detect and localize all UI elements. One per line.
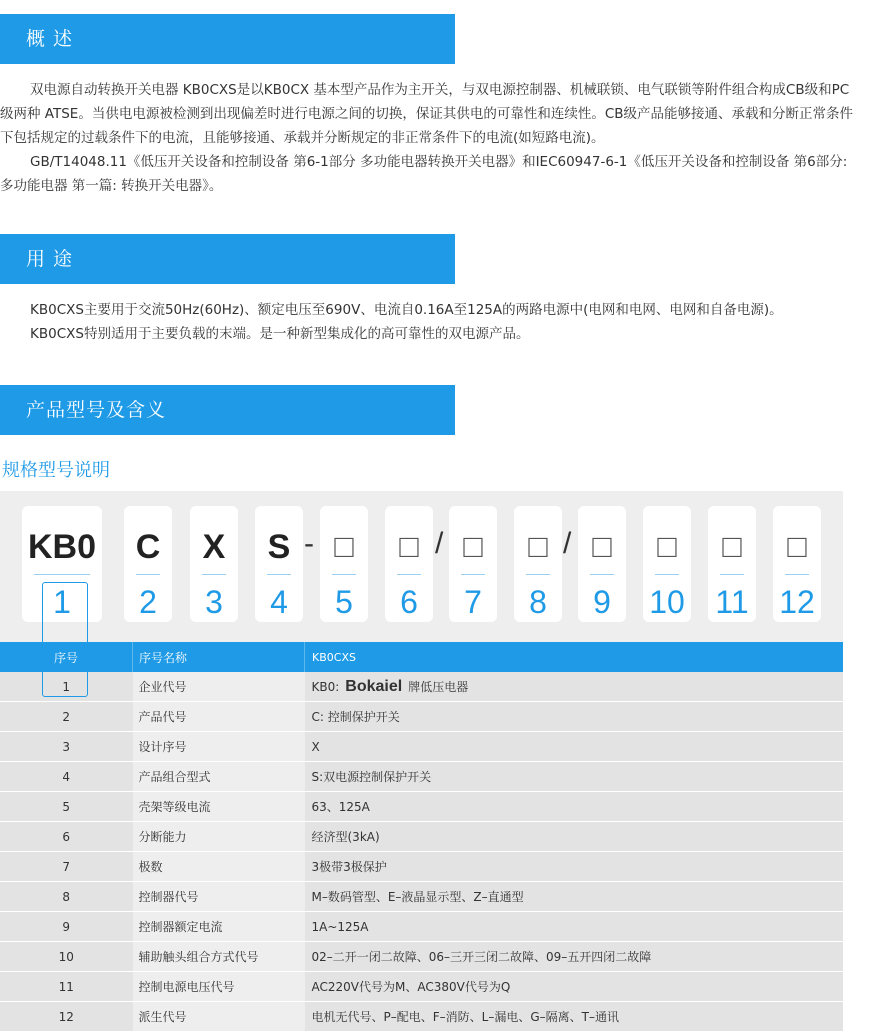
row-desc: 电机无代号、P–配电、F–消防、L–漏电、G–隔离、T–通讯 <box>305 1002 844 1032</box>
table-row <box>0 912 843 942</box>
row-desc: 经济型(3kA) <box>305 822 844 852</box>
model-card-6 <box>385 506 433 622</box>
model-card-7 <box>449 506 497 622</box>
table-row <box>0 702 843 732</box>
model-separator-slash: / <box>563 527 572 560</box>
usage-paragraph-1: KB0CXS主要用于交流50Hz(60Hz)、额定电压至690V、电流自0.16A至125A的两路电源中(电网和电网、电网和自备电源)。 <box>30 302 783 318</box>
row-no: 4 <box>0 762 133 792</box>
model-code: □ <box>592 528 612 564</box>
section-banner-usage <box>0 234 455 284</box>
header-model: KB0CXS <box>305 642 844 672</box>
model-code: □ <box>399 528 419 564</box>
table-row <box>0 792 843 822</box>
spec-heading: 规格型号说明 <box>2 460 110 481</box>
section-banner-model <box>0 385 455 435</box>
model-separator-slash: / <box>435 527 444 560</box>
usage-paragraph-2: KB0CXS特别适用于主要负载的末端。是一种新型集成化的高可靠性的双电源产品。 <box>30 326 530 342</box>
row-desc: M–数码管型、E–液晶显示型、Z–直通型 <box>305 882 844 912</box>
row-desc: 1A~125A <box>305 912 844 942</box>
table-row <box>0 762 843 792</box>
spec-table <box>0 642 843 1032</box>
model-number: 7 <box>464 584 482 620</box>
model-underline <box>655 574 679 575</box>
table-row <box>0 732 843 762</box>
table-row <box>0 942 843 972</box>
model-card-10 <box>643 506 691 622</box>
row-no: 7 <box>0 852 133 882</box>
model-underline <box>397 574 421 575</box>
model-card-12 <box>773 506 821 622</box>
section-banner-overview <box>0 14 455 64</box>
row-no: 6 <box>0 822 133 852</box>
header-name: 序号名称 <box>133 642 305 672</box>
table-row <box>0 852 843 882</box>
model-underline <box>461 574 485 575</box>
row-name: 极数 <box>133 852 305 882</box>
model-underline <box>785 574 809 575</box>
row-desc: X <box>305 732 844 762</box>
model-underline <box>720 574 744 575</box>
overview-text <box>0 78 860 198</box>
model-underline <box>34 574 90 575</box>
row-desc: S:双电源控制保护开关 <box>305 762 844 792</box>
model-number: 9 <box>593 584 611 620</box>
model-number: 12 <box>779 584 815 620</box>
model-code: C <box>135 528 161 566</box>
row-name: 控制器额定电流 <box>133 912 305 942</box>
model-card-8 <box>514 506 562 622</box>
row-no: 12 <box>0 1002 133 1032</box>
section-title-model: 产品型号及含义 <box>26 399 167 421</box>
model-number: 6 <box>400 584 418 620</box>
row-name: 产品组合型式 <box>133 762 305 792</box>
section-title-usage: 用 途 <box>26 248 74 270</box>
model-code: □ <box>657 528 677 564</box>
model-code: X <box>202 528 226 566</box>
model-number: 4 <box>270 584 288 620</box>
row-no: 11 <box>0 972 133 1002</box>
row-name: 设计序号 <box>133 732 305 762</box>
model-underline <box>590 574 614 575</box>
model-code: □ <box>787 528 807 564</box>
model-number: 10 <box>649 584 685 620</box>
row-desc: 3极带3极保护 <box>305 852 844 882</box>
row-desc: 02–二开一闭二故障、06–三开三闭二故障、09–五开四闭二故障 <box>305 942 844 972</box>
table-row <box>0 672 843 702</box>
row-name: 产品代号 <box>133 702 305 732</box>
table-row <box>0 972 843 1002</box>
model-number: 5 <box>335 584 353 620</box>
model-code-panel <box>0 491 843 642</box>
model-card-9 <box>578 506 626 622</box>
row-name: 派生代号 <box>133 1002 305 1032</box>
row-no: 8 <box>0 882 133 912</box>
row-name: 壳架等级电流 <box>133 792 305 822</box>
row-name: 辅助触头组合方式代号 <box>133 942 305 972</box>
row-name: 企业代号 <box>133 672 305 702</box>
row-name: 控制电源电压代号 <box>133 972 305 1002</box>
row-no: 2 <box>0 702 133 732</box>
overview-paragraph-1: 双电源自动转换开关电器 KB0CXS是以KB0CX 基本型产品作为主开关，与双电源控制器、机械联锁、电气联锁等附件组合构成CB级和PC级两种 ATSE。当供电电源被检测到出现偏差时进行电源之间的切换，保证其供电的可靠性和连续性。CB级产品能够接通、承载和分断正常条件下包括规定的过载条件下的电流，且能够接通、承载并分断规定的非正常条件下的电流(如短路电流)。 <box>0 82 854 146</box>
row-desc-text: 牌低压电器 <box>408 679 469 694</box>
model-code: □ <box>334 528 354 564</box>
model-underline <box>136 574 160 575</box>
model-number: 11 <box>715 584 749 620</box>
model-number: 2 <box>139 584 157 620</box>
model-card-2 <box>124 506 172 622</box>
model-underline <box>332 574 356 575</box>
brand-logo: Bokaiel <box>345 677 403 695</box>
model-underline <box>526 574 550 575</box>
row-name: 分断能力 <box>133 822 305 852</box>
model-code: KB0 <box>27 528 97 566</box>
row-desc: AC220V代号为M、AC380V代号为Q <box>305 972 844 1002</box>
table-header-row <box>0 642 843 672</box>
row-desc <box>305 672 844 702</box>
model-underline <box>202 574 226 575</box>
model-code: □ <box>722 528 742 564</box>
model-code: □ <box>463 528 483 564</box>
model-card-3 <box>190 506 238 622</box>
row-desc: 63、125A <box>305 792 844 822</box>
model-code: S <box>267 528 291 566</box>
usage-text <box>0 298 860 346</box>
row-no: 3 <box>0 732 133 762</box>
section-title-overview: 概 述 <box>26 28 74 50</box>
model-card-11 <box>708 506 756 622</box>
model-code: □ <box>528 528 548 564</box>
header-no: 序号 <box>0 642 133 672</box>
row-no: 9 <box>0 912 133 942</box>
overview-paragraph-2: GB/T14048.11《低压开关设备和控制设备 第6-1部分 多功能电器转换开关电器》和IEC60947-6-1《低压开关设备和控制设备 第6部分: 多功能电器 第一篇: 转换开关电器》。 <box>0 154 848 194</box>
model-highlight-frame <box>42 582 88 697</box>
table-row <box>0 882 843 912</box>
row-no: 10 <box>0 942 133 972</box>
row-no: 1 <box>0 672 133 702</box>
model-card-5 <box>320 506 368 622</box>
row-desc: C: 控制保护开关 <box>305 702 844 732</box>
model-card-4 <box>255 506 303 622</box>
table-row <box>0 1002 843 1032</box>
model-underline <box>267 574 291 575</box>
table-row <box>0 822 843 852</box>
row-desc-prefix: KB0: <box>311 679 340 694</box>
model-number: 1 <box>53 584 71 620</box>
model-separator-dash: - <box>304 527 314 560</box>
row-name: 控制器代号 <box>133 882 305 912</box>
row-no: 5 <box>0 792 133 822</box>
model-number: 3 <box>205 584 223 620</box>
model-number: 8 <box>529 584 547 620</box>
